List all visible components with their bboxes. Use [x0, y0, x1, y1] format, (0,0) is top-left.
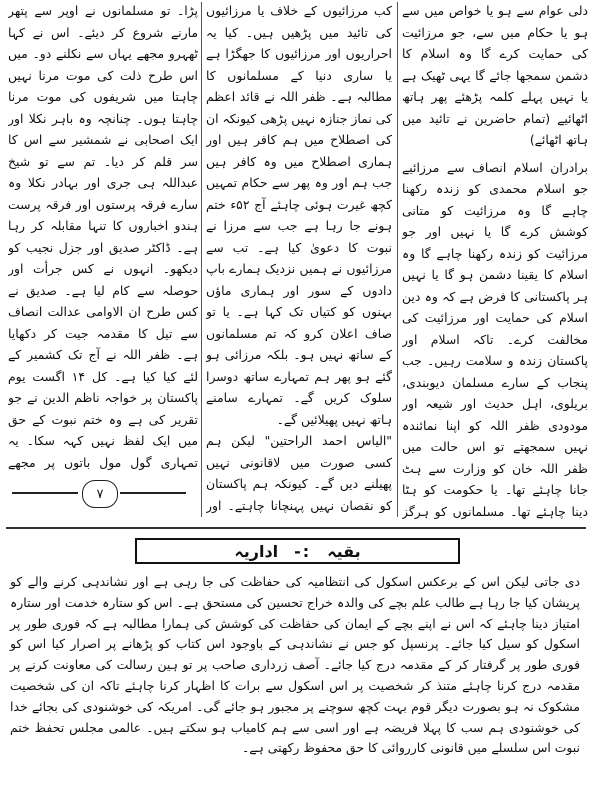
page-number-ornament-right: [120, 492, 186, 494]
banner-word-continued: بقیہ: [327, 541, 361, 561]
section-divider: [6, 527, 586, 529]
column-middle-paragraph-2: "الیاس احمد الراحتین" لیکن ہم کسی صورت میں لاقانونی نہیں پھیلنے دیں گے۔ کیونکہ ہم پاکستان کو نقصان نہیں پہنچانا چاہتے۔ اور: [206, 433, 392, 513]
column-middle-paragraph-1: کب مرزائیوں کے خلاف یا مرزائیوں کی تائید میں پڑھیں ہیں۔ کیا یہ احراریوں اور مرزائیوں کا جھگڑا ہے یا ساری دنیا کے مسلمانوں کا مطالبہ ہے۔ ظفر اللہ نے قائد اعظم کی نماز جنازہ نہیں پڑھی کیونکہ ان کی اصطلاح میں ہم کافر ہیں اور ہماری اصطلاح میں وہ کافر ہیں جب ہم اور وہ پھر سے حکام تمہیں کچھ غیرت ہوئی چاہئے آج ۵۲ء ختم ہونے جا رہا ہے جب سے مرزا نے نبوت کا دعویٰ کیا ہے۔ تب سے مرزائیوں نے ہمیں نزدیک ہمارے باپ دادوں کے سور اور ہماری ماؤں بہنوں کو کتیاں تک کہا ہے۔ یا تو صاف اعلان کرو کہ تم مسلمانوں کے ساتھ نہیں ہو۔ بلکہ مرزائی ہو گئے ہو پھر ہم تمہارے ساتھ دوسرا سلوک کریں گے۔ تمہارے سامنے ہاتھ نہیں پھیلائیں گے۔: [206, 3, 392, 427]
continued-paragraph: دی جاتی لیکن اس کے برعکس اسکول کی انتظامیہ کی حفاظت کی جا رہی ہے اور نشاندہی کرنے والے کو پریشان کیا جا رہا ہے طالب علم بچے کی والدہ خراج تحسین کی مستحق ہے۔ اس کو ستارہ خدمت اور ستارہ امتیاز دینا چاہئے کہ اس نے اپنے بچے کے ایمان کی حفاظت کی کوشش کی ہمارا مطالبہ ہے کہ فوری طور پر اسکول کو سیل کیا جائے۔ پرنسپل کو جس نے نشاندہی کے باوجود اس کتاب کو پڑھانے پر اصرار کیا اس کو فوری طور پر گرفتار کر کے مقدمہ درج کیا جائے۔ آصف زرداری صاحب پر تو ہین رسالت کی معاونت کرنے پر مقدمہ درج کرنا چاہئے متنذ کر شخصیت پر اس اسکول سے برات کا اظہار کرنا چاہئے تاکہ ان کی شخصیت مشکوک نہ ہو بصورت دیگر قوم بہت کچھ سوچنے پر مجبور ہو جائے گی۔ امریکہ کی خوشنودی کی بجائے خدا کی خوشنودی ہم سب کا پہلا فریضہ ہے اور اسی سے ہم کامیاب ہو سکتے ہیں۔ عالمی مجلس تحفظ ختم نبوت اس سلسلے میں قانونی کارروائی کا حق محفوظ رکھتی ہے۔: [10, 574, 580, 756]
column-right: [402, 0, 588, 520]
column-right-paragraph-1: دلی عوام سے ہو یا خواص میں سے ہو یا حکام میں سے، جو مرزائیت کی حمایت کرے گا وہ اسلام کا دشمن سمجھا جائے گا یہی ٹھیک ہے یا نہیں پہلے کلمہ پڑھئے پھر ہاتھ اٹھائیے (تمام حاضرین نے تائید میں ہاتھ اٹھائے): [402, 3, 588, 147]
page-number-ornament-left: [12, 492, 78, 494]
column-middle: [206, 0, 392, 520]
banner-word-editorial: اداریہ: [234, 541, 279, 561]
column-left-paragraph-1: پڑا۔ تو مسلمانوں نے اوپر سے پتھر مارنے شروع کر دیئے۔ اس نے کہا ٹھہرو مجھے یہاں سے نکلنے دو۔ میں اس طرح ذلت کی موت مرنا نہیں چاہتا میں شریفوں کی موت مرنا چاہتا ہوں۔ چنانچہ وہ باہر نکلا اور ایک اصحابی نے شمشیر سے اس کا سر قلم کر دیا۔ تم سے تو شیخ عبداللہ ہی جری اور بہادر نکلا وہ سارے فرقہ پرستوں اور فرقہ پرست ہندو اخباروں کا تنہا مقابلہ کر رہا ہے۔ ڈاکٹر صدیق اور جزل نجیب کو دیکھو۔ انہوں نے کس جرأت اور حوصلہ سے کام لیا ہے۔ صدیق نے کس طرح ان الاوامی عدالت انصاف سے تیل کا مقدمہ جیت کر دکھایا ہے۔ ظفر اللہ نے آج تک کشمیر کے لئے کیا کیا ہے۔ کل ۱۴ اگست یوم پاکستان پر خواجہ ناظم الدین نے جو تقریر کی ہے وہ ختم نبوت کے حق میں ایک لفظ نہیں کہہ سکا۔ یہ تمہاری گول مول باتوں پر مجھے: [8, 3, 198, 470]
banner-separator: :-: [294, 541, 312, 561]
continued-editorial-banner: [135, 538, 460, 564]
column-left: [8, 0, 198, 470]
column-right-paragraph-2: برادران اسلام انصاف سے مرزائیے جو اسلام محمدی کو زندہ رکھنا چاہے گا وہ مرزائیت کو متانی کوشش کرے گا یا نہیں اور جو مرزائیت کو زندہ رکھنا چاہے گا وہ اسلام کا یقینا دشمن ہو گا یا نہیں ہر پاکستانی کا فرض ہے کہ وہ دین اسلام کی حمایت اور مرزائیت کی مخالفت کرے۔ تاکہ اسلام اور پاکستان زندہ و سلامت رہیں۔ جب پنجاب کے سارے مسلمان دیوبندی، بریلوی، اہل حدیث اور شیعہ اور مودودی ظفر اللہ کو اپنا نمائندہ نہیں سمجھتے تو اس حالت میں ظفر اللہ خان کو وزارت سے ہٹ جانا چاہئے تھا۔ یا حکومت کو ہٹا دینا چاہئے تھا۔ مسلمانوں کو ہرگز: [402, 159, 588, 519]
continued-editorial-text: [10, 572, 580, 759]
page-number: ۷: [82, 480, 118, 508]
column-divider-right: [397, 2, 398, 517]
column-divider-left: [201, 2, 202, 517]
